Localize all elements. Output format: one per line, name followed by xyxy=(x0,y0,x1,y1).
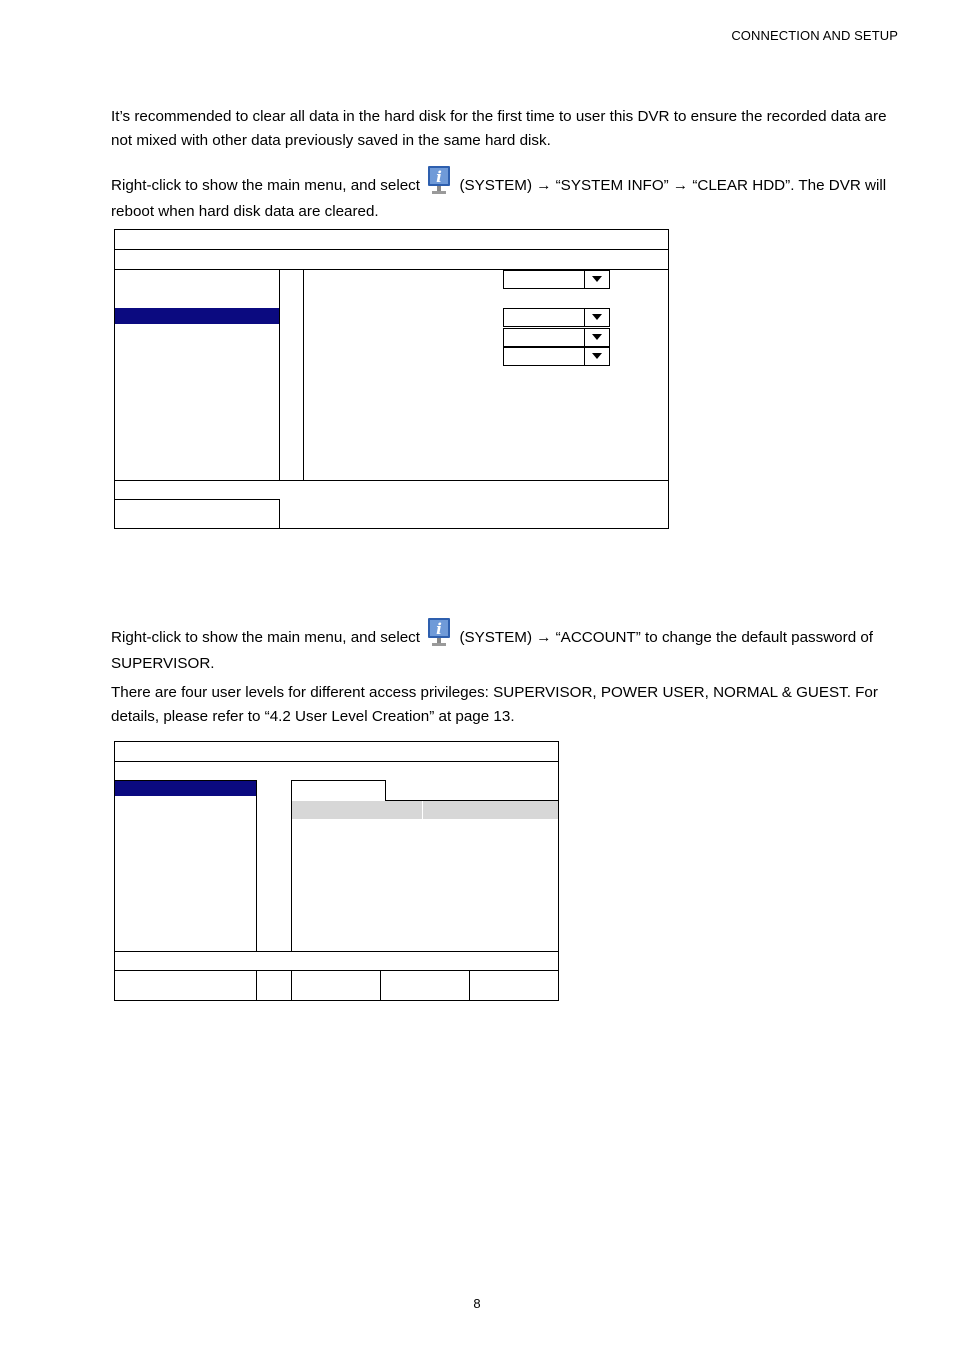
right-panel-divider xyxy=(303,269,304,481)
left-list-top xyxy=(114,780,257,781)
title-bar-divider xyxy=(114,761,559,762)
svg-text:i: i xyxy=(436,168,443,186)
user-levels-note: There are four user levels for different access privileges: SUPERVISOR, POWER USER, NORMAL & GUEST. For details, please refer to “4.2 User Level Creation” at page 13. xyxy=(111,684,878,725)
selected-menu-item-account[interactable] xyxy=(115,780,256,796)
selected-menu-item-system-info[interactable] xyxy=(115,308,279,324)
clear-hdd-instructions xyxy=(111,166,901,225)
content-bottom-divider xyxy=(114,951,559,952)
dropdown-arrow-icon xyxy=(592,314,602,320)
footer-divider-4 xyxy=(469,970,470,1001)
instruction-text-after: (SYSTEM) → “SYSTEM INFO” → “CLEAR HDD”. The DVR will reboot when hard disk data are cleared. xyxy=(111,177,887,220)
account-instructions xyxy=(111,618,901,677)
page-header: CONNECTION AND SETUP xyxy=(731,28,898,43)
title-bar-divider xyxy=(114,249,669,250)
instruction-text-after: (SYSTEM) → “ACCOUNT” to change the default password of SUPERVISOR. xyxy=(111,629,874,672)
left-list-divider xyxy=(256,780,257,952)
table-header-separator xyxy=(422,801,423,819)
clear-hdd-intro: It’s recommended to clear all data in the hard disk for the first time to user this DVR to ensure the recorded data are not mixed with other data previously saved in the same hard disk. xyxy=(111,108,887,149)
instruction-text-before: Right-click to show the main menu, and select xyxy=(111,629,420,646)
footer-divider-2 xyxy=(291,970,292,1001)
page-number: 8 xyxy=(473,1296,481,1311)
tab-active[interactable] xyxy=(291,780,386,801)
svg-text:i: i xyxy=(436,620,443,638)
table-header xyxy=(292,801,558,819)
dropdown-4[interactable] xyxy=(503,347,610,366)
left-list-divider xyxy=(279,269,280,481)
footer-divider-3 xyxy=(380,970,381,1001)
footer-button-divider xyxy=(279,499,280,529)
dropdown-3[interactable] xyxy=(503,328,610,347)
content-bottom-divider xyxy=(114,480,669,481)
system-info-icon xyxy=(427,166,451,196)
table-left-border xyxy=(291,800,292,952)
dropdown-2[interactable] xyxy=(503,308,610,327)
footer-divider xyxy=(114,970,559,971)
dropdown-arrow-icon xyxy=(592,334,602,340)
dropdown-arrow-icon xyxy=(592,353,602,359)
instruction-text-before: Right-click to show the main menu, and select xyxy=(111,177,420,194)
footer-divider xyxy=(114,499,280,500)
footer-divider-1 xyxy=(256,970,257,1001)
dropdown-1[interactable] xyxy=(503,270,610,289)
system-info-icon xyxy=(427,618,451,648)
dropdown-arrow-icon xyxy=(592,276,602,282)
